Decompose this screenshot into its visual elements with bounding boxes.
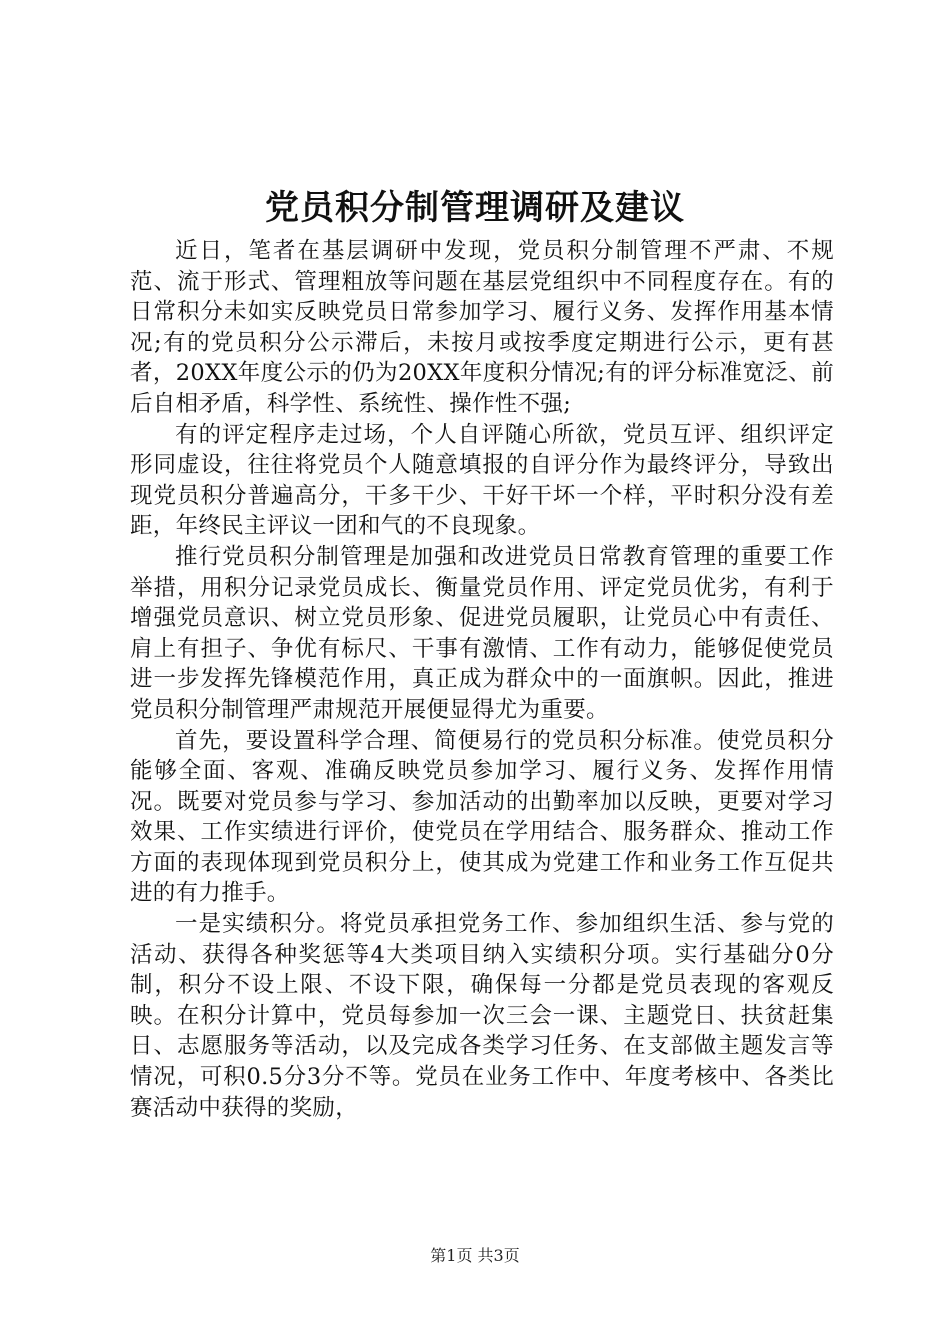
document-body bbox=[130, 236, 834, 1123]
document-title: 党员积分制管理调研及建议 bbox=[265, 188, 685, 228]
paragraph-4: 首先，要设置科学合理、简便易行的党员积分标准。使党员积分能够全面、客观、准确反映党员参加学习、履行义务、发挥作用情况。既要对党员参与学习、参加活动的出勤率加以反映，更要对学习效果、工作实绩进行评价，使党员在学用结合、服务群众、推动工作方面的表现体现到党员积分上，使其成为党建工作和业务工作互促共进的有力推手。 bbox=[130, 727, 834, 907]
paragraph-2: 有的评定程序走过场，个人自评随心所欲，党员互评、组织评定形同虚设，往往将党员个人随意填报的自评分作为最终评分，导致出现党员积分普遍高分，干多干少、干好干坏一个样，平时积分没有差距，年终民主评议一团和气的不良现象。 bbox=[130, 421, 834, 540]
paragraph-1: 近日，笔者在基层调研中发现，党员积分制管理不严肃、不规范、流于形式、管理粗放等问题在基层党组织中不同程度存在。有的日常积分未如实反映党员日常参加学习、履行义务、发挥作用基本情况;有的党员积分公示滞后，未按月或按季度定期进行公示，更有甚者，20XX年度公示的仍为20XX年度积分情况;有的评分标准宽泛、前后自相矛盾，科学性、系统性、操作性不强; bbox=[130, 238, 834, 417]
page-footer: 第1页 共3页 bbox=[430, 1246, 520, 1265]
paragraph-5: 一是实绩积分。将党员承担党务工作、参加组织生活、参与党的活动、获得各种奖惩等4大类项目纳入实绩积分项。实行基础分0分制，积分不设上限、不设下限，确保每一分都是党员表现的客观反映。在积分计算中，党员每参加一次三会一课、主题党日、扶贫赶集日、志愿服务等活动，以及完成各类学习任务、在支部做主题发言等情况，可积0.5分3分不等。党员在业务工作中、年度考核中、各类比赛活动中获得的奖励， bbox=[130, 911, 834, 1121]
paragraph-3: 推行党员积分制管理是加强和改进党员日常教育管理的重要工作举措，用积分记录党员成长、衡量党员作用、评定党员优劣，有利于增强党员意识、树立党员形象、促进党员履职，让党员心中有责任、肩上有担子、争优有标尺、干事有激情、工作有动力，能够促使党员进一步发挥先锋模范作用，真正成为群众中的一面旗帜。因此，推进党员积分制管理严肃规范开展便显得尤为重要。 bbox=[130, 543, 834, 723]
